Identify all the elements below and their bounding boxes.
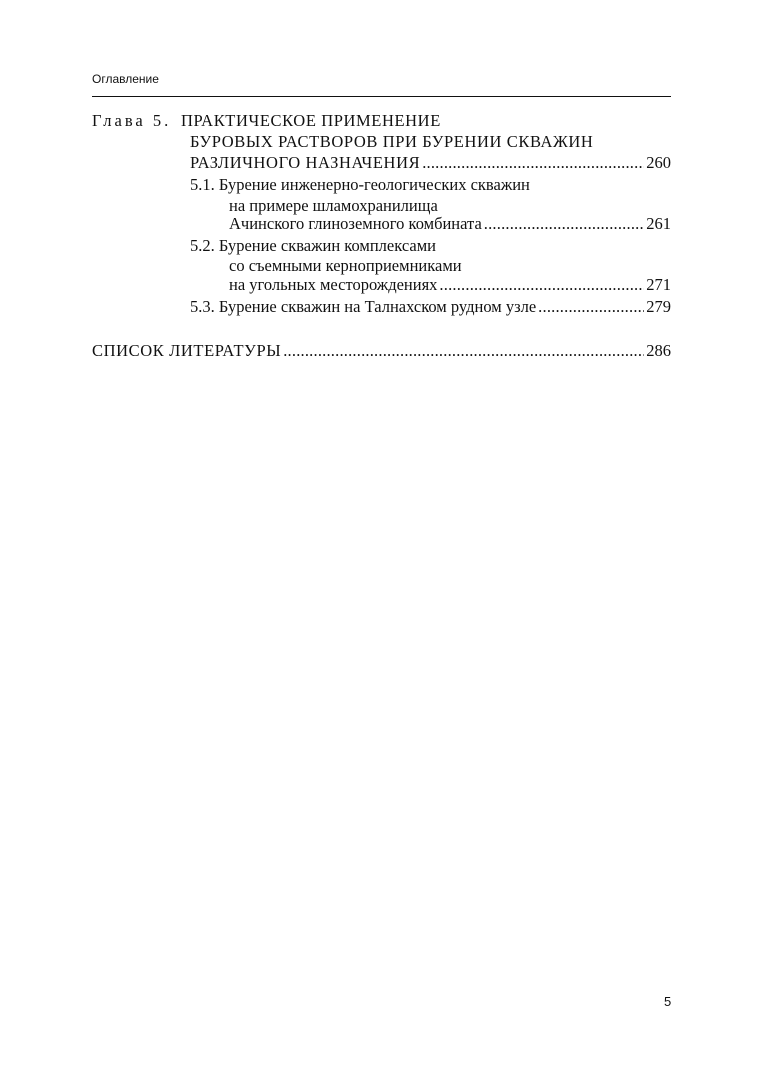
references-title: СПИСОК ЛИТЕРАТУРЫ	[92, 341, 282, 360]
page-number: 5	[664, 994, 672, 1009]
toc-entry-section-5-2[interactable]	[229, 274, 671, 295]
page-ref: 260	[646, 153, 671, 172]
dot-leader	[283, 340, 644, 361]
toc-entry-section-5-1[interactable]	[229, 213, 671, 234]
toc-entry-references[interactable]	[92, 340, 671, 361]
dot-leader	[422, 152, 644, 173]
toc-entry-chapter-5[interactable]	[190, 152, 671, 173]
section-5-1-line-1: 5.1. Бурение инженерно-геологических скважин	[190, 175, 530, 194]
chapter-5-title-line-2: БУРОВЫХ РАСТВОРОВ ПРИ БУРЕНИИ СКВАЖИН	[190, 132, 594, 151]
page-ref: 261	[646, 214, 671, 233]
section-5-1-line-3: Ачинского глиноземного комбината	[229, 214, 482, 233]
dot-leader	[484, 213, 644, 234]
section-5-2-line-1: 5.2. Бурение скважин комплексами	[190, 236, 436, 255]
page-ref: 271	[646, 275, 671, 294]
page-ref: 279	[646, 297, 671, 316]
toc-entry-section-5-3[interactable]	[190, 296, 671, 317]
dot-leader	[439, 274, 644, 295]
running-head-title: Оглавление	[92, 72, 159, 86]
section-5-2-line-3: на угольных месторождениях	[229, 275, 438, 294]
section-5-2-line-2: со съемными керноприемниками	[229, 256, 462, 275]
chapter-5-title-line-1: ПРАКТИЧЕСКОЕ ПРИМЕНЕНИЕ	[181, 111, 441, 130]
page-ref: 286	[646, 341, 671, 360]
dot-leader	[538, 296, 644, 317]
section-5-3-title: 5.3. Бурение скважин на Талнахском рудном узле	[190, 297, 537, 316]
chapter-5-label: Глава 5.	[92, 111, 172, 130]
section-5-1-line-2: на примере шламохранилища	[229, 196, 438, 215]
chapter-5-title-line-3: РАЗЛИЧНОГО НАЗНАЧЕНИЯ	[190, 153, 421, 172]
